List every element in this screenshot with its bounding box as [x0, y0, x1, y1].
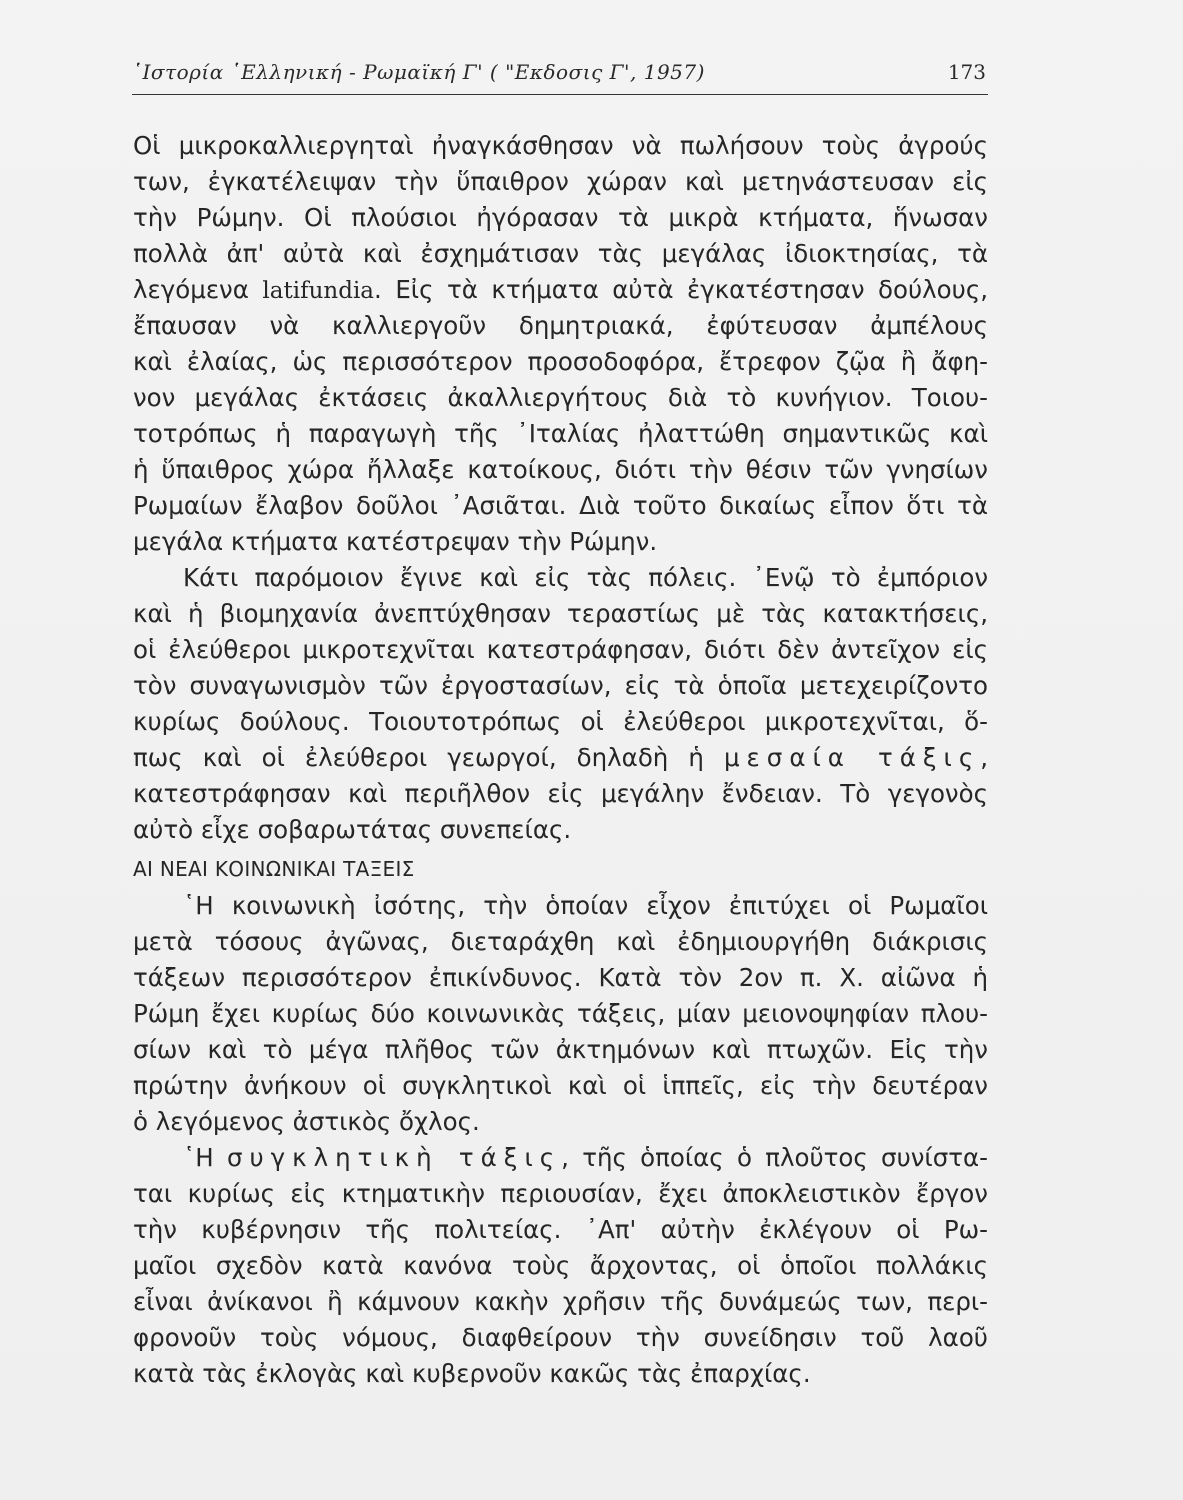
text-line: τὴν Ρώμην. Οἱ πλούσιοι ἠγόρασαν τὰ μικρὰ κτήματα, ἥνωσαν	[133, 203, 988, 232]
text-run: . Εἰς τὰ κτήματα αὐτὰ ἐγκατέστησαν δούλους,	[374, 275, 988, 304]
text-line: οἱ ἐλεύθεροι μικροτεχνῖται κατεστράφησαν, διότι δὲν ἀντεῖχον εἰς	[133, 635, 988, 664]
text-run: ,	[980, 743, 988, 772]
text-line: Ρώμη ἔχει κυρίως δύο κοινωνικὰς τάξεις, μίαν μειονοψηφίαν πλου-	[133, 999, 988, 1028]
emphasized-term: μεσαία τάξις	[723, 743, 981, 772]
text-line: κατὰ τὰς ἐκλογὰς καὶ κυβερνοῦν κακῶς τὰς ἐπαρχίας.	[133, 1359, 811, 1388]
text-line: κατεστράφησαν καὶ περιῆλθον εἰς μεγάλην ἔνδειαν. Τὸ γεγονὸς	[133, 779, 988, 808]
text-line: καὶ ἐλαίας, ὡς περισσότερον προσοδοφόρα, ἔτρεφον ζῷα ἢ ἄφη-	[133, 347, 988, 376]
text-line: πολλὰ ἀπ' αὐτὰ καὶ ἐσχημάτισαν τὰς μεγάλας ἰδιοκτησίας, τὰ	[133, 239, 988, 268]
text-line	[133, 740, 988, 776]
text-line: Οἱ μικροκαλλιεργηταὶ ἠναγκάσθησαν νὰ πωλήσουν τοὺς ἀγρούς	[133, 131, 988, 160]
text-line: ται κυρίως εἰς κτηματικὴν περιουσίαν, ἔχει ἀποκλειστικὸν ἔργον	[133, 1179, 988, 1208]
text-line	[133, 1140, 988, 1176]
text-line: ἡ ὕπαιθρος χώρα ἤλλαξε κατοίκους, διότι τὴν θέσιν τῶν γνησίων	[133, 455, 988, 484]
text-line: Κάτι παρόμοιον ἔγινε καὶ εἰς τὰς πόλεις. ᾿Ενῷ τὸ ἐμπόριον	[183, 563, 988, 592]
text-line: κυρίως δούλους. Τοιουτοτρόπως οἱ ἐλεύθεροι μικροτεχνῖται, ὅ-	[133, 707, 988, 736]
text-line: νον μεγάλας ἐκτάσεις ἀκαλλιεργήτους διὰ τὸ κυνήγιον. Τοιου-	[133, 383, 988, 412]
text-line: τάξεων περισσότερον ἐπικίνδυνος. Κατὰ τὸν 2ον π. Χ. αἰῶνα ἡ	[133, 963, 988, 992]
text-line: τοτρόπως ἡ παραγωγὴ τῆς ᾿Ιταλίας ἠλαττώθη σημαντικῶς καὶ	[133, 419, 988, 448]
text-line: ῾Η κοινωνικὴ ἰσότης, τὴν ὁποίαν εἶχον ἐπιτύχει οἱ Ρωμαῖοι	[183, 891, 988, 920]
text-line: φρονοῦν τοὺς νόμους, διαφθείρουν τὴν συνείδησιν τοῦ λαοῦ	[133, 1323, 988, 1352]
running-header	[132, 60, 988, 92]
text-line: μεγάλα κτήματα κατέστρεψαν τὴν Ρώμην.	[133, 527, 658, 556]
text-run: , τῆς ὁποίας ὁ πλοῦτος συνίστα-	[561, 1143, 988, 1172]
paragraph-2	[133, 560, 988, 848]
text-line: αὐτὸ εἶχε σοβαρωτάτας συνεπείας.	[133, 815, 572, 844]
text-line	[133, 272, 988, 308]
text-run: ῾Η	[183, 1143, 227, 1172]
text-line: μετὰ τόσους ἀγῶνας, διεταράχθη καὶ ἐδημιουργήθη διάκρισις	[133, 927, 988, 956]
text-line: πρώτην ἀνήκουν οἱ συγκλητικοὶ καὶ οἱ ἱππεῖς, εἰς τὴν δευτέραν	[133, 1071, 988, 1100]
page-number: 173	[947, 60, 986, 84]
text-line: εἶναι ἀνίκανοι ἢ κάμνουν κακὴν χρῆσιν τῆς δυνάμεώς των, περι-	[133, 1287, 988, 1316]
text-line: καὶ ἡ βιομηχανία ἀνεπτύχθησαν τεραστίως μὲ τὰς κατακτήσεις,	[133, 599, 988, 628]
text-run: λεγόμενα	[133, 275, 263, 304]
paragraph-1	[133, 128, 988, 560]
section-heading: ΑΙ ΝΕΑΙ ΚΟΙΝΩΝΙΚΑΙ ΤΑΞΕΙΣ	[133, 857, 415, 881]
page-body	[133, 128, 988, 1392]
text-line: μαῖοι σχεδὸν κατὰ κανόνα τοὺς ἄρχοντας, οἱ ὁποῖοι πολλάκις	[133, 1251, 988, 1280]
latin-term: latifundia	[262, 278, 375, 304]
text-line: ὁ λεγόμενος ἀστικὸς ὄχλος.	[133, 1107, 480, 1136]
paragraph-4	[133, 1140, 988, 1392]
text-line: σίων καὶ τὸ μέγα πλῆθος τῶν ἀκτημόνων καὶ πτωχῶν. Εἰς τὴν	[133, 1035, 988, 1064]
text-line: Ρωμαίων ἔλαβον δοῦλοι ᾿Ασιᾶται. Διὰ τοῦτο δικαίως εἶπον ὅτι τὰ	[133, 491, 988, 520]
text-line: των, ἐγκατέλειψαν τὴν ὕπαιθρον χώραν καὶ μετηνάστευσαν εἰς	[133, 167, 988, 196]
paragraph-3	[133, 888, 988, 1140]
text-line: τὴν κυβέρνησιν τῆς πολιτείας. ᾿Απ' αὐτὴν ἐκλέγουν οἱ Ρω-	[133, 1215, 988, 1244]
text-run: πως καὶ οἱ ἐλεύθεροι γεωργοί, δηλαδὴ ἡ	[133, 743, 724, 772]
emphasized-term: συγκλητικὴ τάξις	[226, 1143, 562, 1172]
text-line: ἔπαυσαν νὰ καλλιεργοῦν δημητριακά, ἐφύτευσαν ἀμπέλους	[133, 311, 988, 340]
text-line: τὸν συναγωνισμὸν τῶν ἐργοστασίων, εἰς τὰ ὁποῖα μετεχειρίζοντο	[133, 671, 988, 700]
header-rule	[132, 94, 988, 95]
header-title: ῾Ιστορία ῾Ελληνική - Ρωμαϊκή Γ' ( "Εκδοσις Γ', 1957)	[132, 60, 705, 84]
